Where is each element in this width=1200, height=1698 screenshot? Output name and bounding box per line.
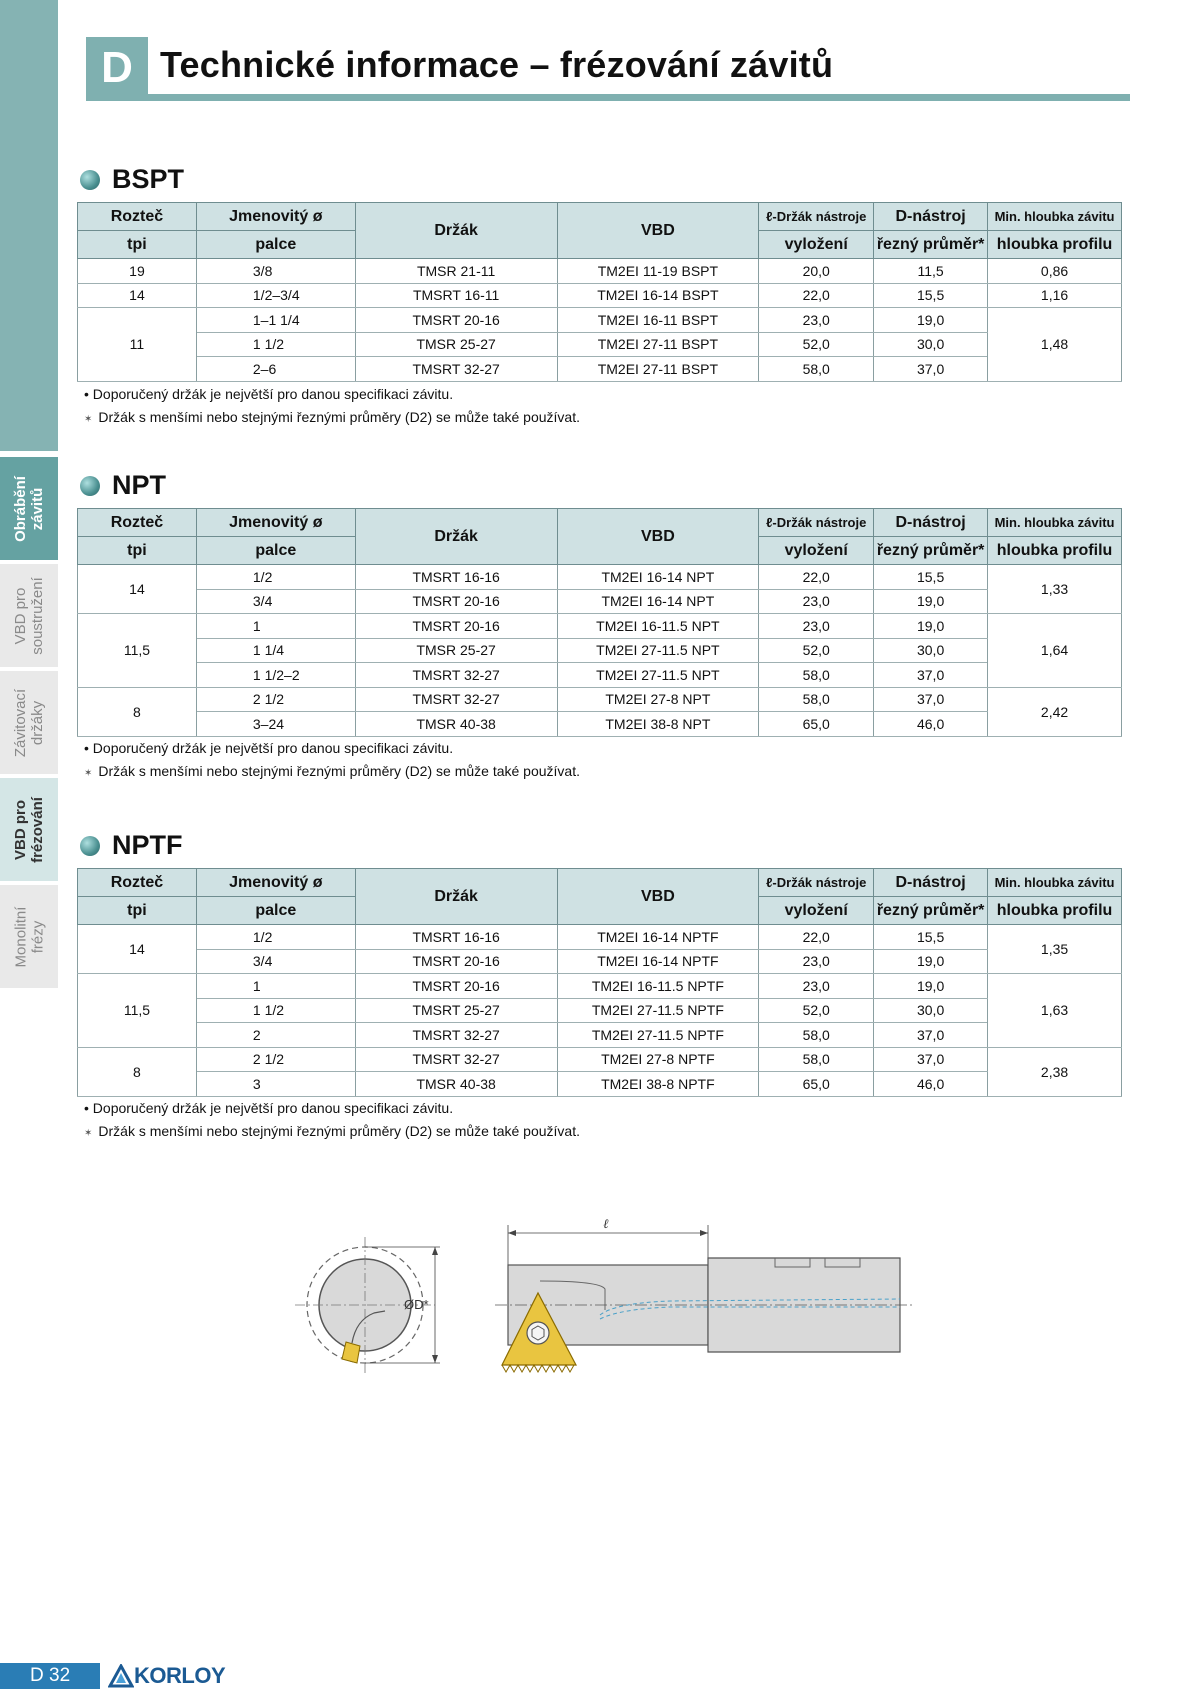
- table-row: [78, 1072, 1122, 1097]
- cell-holder: TMSRT 32-27: [355, 687, 557, 712]
- cell-nominal: 3/8: [196, 259, 355, 284]
- cell-overhang: 20,0: [759, 259, 874, 284]
- cell-depth: 1,33: [988, 565, 1122, 614]
- front-view: [295, 1237, 440, 1373]
- col-header: ℓ-Držák nástroje: [759, 203, 874, 231]
- korloy-logo-icon: [108, 1664, 134, 1688]
- cell-diameter: 19,0: [874, 308, 988, 333]
- cell-holder: TMSR 25-27: [355, 332, 557, 357]
- col-header: D-nástroj: [874, 203, 988, 231]
- cell-holder: TMSR 21-11: [355, 259, 557, 284]
- cell-insert: TM2EI 27-8 NPT: [557, 687, 759, 712]
- page-number: D 32: [0, 1663, 100, 1689]
- cell-holder: TMSR 40-38: [355, 1072, 557, 1097]
- note-line: • Doporučený držák je největší pro danou specifikaci závitu.: [84, 386, 454, 402]
- sidebar-tab-milling-inserts[interactable]: [0, 778, 58, 881]
- cell-nominal: 1/2–3/4: [196, 283, 355, 308]
- table-row: [78, 283, 1122, 308]
- cell-depth: 1,35: [988, 925, 1122, 974]
- col-header: ℓ-Držák nástroje: [759, 509, 874, 537]
- col-subheader: řezný průměr*: [874, 537, 988, 565]
- col-header: Rozteč: [78, 203, 197, 231]
- cell-nominal: 1 1/2: [196, 332, 355, 357]
- cell-overhang: 22,0: [759, 925, 874, 950]
- cell-depth: 0,86: [988, 259, 1122, 284]
- sidebar-tab-label: frézy: [29, 920, 46, 953]
- cell-holder: TMSRT 20-16: [355, 949, 557, 974]
- cell-holder: TMSRT 20-16: [355, 589, 557, 614]
- col-subheader: palce: [196, 537, 355, 565]
- table-row: [78, 998, 1122, 1023]
- cell-insert: TM2EI 27-11.5 NPT: [557, 638, 759, 663]
- cell-diameter: 46,0: [874, 1072, 988, 1097]
- header-rule: [86, 94, 1130, 101]
- cell-tpi: 14: [78, 925, 197, 974]
- diameter-label: ØD*: [404, 1297, 429, 1312]
- cell-overhang: 58,0: [759, 1023, 874, 1048]
- notes-nptf: [84, 1097, 580, 1145]
- cell-diameter: 30,0: [874, 998, 988, 1023]
- table-row: [78, 712, 1122, 737]
- cell-diameter: 11,5: [874, 259, 988, 284]
- cell-diameter: 37,0: [874, 1023, 988, 1048]
- table-row: [78, 357, 1122, 382]
- cell-insert: TM2EI 16-14 NPT: [557, 589, 759, 614]
- section-title-text: BSPT: [112, 164, 185, 194]
- chapter-badge: D: [86, 37, 148, 99]
- col-subheader: hloubka profilu: [988, 231, 1122, 259]
- cell-tpi: 14: [78, 283, 197, 308]
- cell-overhang: 22,0: [759, 283, 874, 308]
- cell-nominal: 1/2: [196, 565, 355, 590]
- cell-diameter: 19,0: [874, 614, 988, 639]
- col-header: VBD: [557, 203, 759, 259]
- cell-overhang: 58,0: [759, 663, 874, 688]
- brand-logo: [108, 1663, 225, 1689]
- notes-bspt: [84, 383, 580, 431]
- sidebar-tab-turning-inserts[interactable]: [0, 564, 58, 667]
- asterisk-icon: ✶: [84, 1128, 93, 1139]
- col-subheader: vyložení: [759, 231, 874, 259]
- col-subheader: palce: [196, 897, 355, 925]
- note-text: Držák s menšími nebo stejnými řeznými průměry (D2) se může také používat.: [98, 763, 580, 779]
- asterisk-icon: ✶: [84, 414, 93, 425]
- cell-overhang: 23,0: [759, 949, 874, 974]
- note-text: Držák s menšími nebo stejnými řeznými průměry (D2) se může také používat.: [98, 1123, 580, 1139]
- cell-nominal: 1: [196, 974, 355, 999]
- cell-insert: TM2EI 11-19 BSPT: [557, 259, 759, 284]
- table-row: [78, 259, 1122, 284]
- col-header: D-nástroj: [874, 869, 988, 897]
- note-line: [84, 760, 580, 785]
- col-subheader: hloubka profilu: [988, 897, 1122, 925]
- cell-depth: 1,63: [988, 974, 1122, 1048]
- cell-insert: TM2EI 27-11.5 NPTF: [557, 998, 759, 1023]
- cell-holder: TMSRT 32-27: [355, 1023, 557, 1048]
- col-header: Jmenovitý ø: [196, 509, 355, 537]
- table-row: [78, 687, 1122, 712]
- cell-overhang: 58,0: [759, 1047, 874, 1072]
- cell-diameter: 30,0: [874, 332, 988, 357]
- bullet-icon: [80, 170, 100, 190]
- cell-diameter: 37,0: [874, 663, 988, 688]
- cell-nominal: 1–1 1/4: [196, 308, 355, 333]
- cell-insert: TM2EI 27-11 BSPT: [557, 332, 759, 357]
- sidebar-tab-label: Obrábění: [12, 475, 30, 542]
- cell-overhang: 58,0: [759, 357, 874, 382]
- table-row: [78, 949, 1122, 974]
- sidebar-tab-solid-mills[interactable]: [0, 885, 58, 988]
- section-title-nptf: [80, 830, 183, 861]
- col-header: Jmenovitý ø: [196, 869, 355, 897]
- col-header: Držák: [355, 203, 557, 259]
- col-subheader: vyložení: [759, 537, 874, 565]
- bullet-icon: [80, 476, 100, 496]
- cell-diameter: 30,0: [874, 638, 988, 663]
- cell-tpi: 11,5: [78, 614, 197, 688]
- sidebar-tab-label: Závitovací: [12, 688, 30, 757]
- cell-overhang: 23,0: [759, 974, 874, 999]
- cell-holder: TMSR 25-27: [355, 638, 557, 663]
- brand-logo-text: KORLOY: [134, 1663, 226, 1688]
- sidebar-tab-threading[interactable]: [0, 457, 58, 560]
- cell-tpi: 11: [78, 308, 197, 382]
- cell-depth: 1,48: [988, 308, 1122, 382]
- table-row: [78, 663, 1122, 688]
- cell-overhang: 65,0: [759, 712, 874, 737]
- col-header: Rozteč: [78, 869, 197, 897]
- asterisk-icon: ✶: [84, 768, 93, 779]
- cell-holder: TMSRT 32-27: [355, 1047, 557, 1072]
- cell-holder: TMSRT 20-16: [355, 974, 557, 999]
- cell-insert: TM2EI 38-8 NPT: [557, 712, 759, 737]
- cell-nominal: 1: [196, 614, 355, 639]
- col-subheader: tpi: [78, 231, 197, 259]
- cell-overhang: 65,0: [759, 1072, 874, 1097]
- cell-nominal: 2–6: [196, 357, 355, 382]
- col-subheader: hloubka profilu: [988, 537, 1122, 565]
- cell-nominal: 1 1/4: [196, 638, 355, 663]
- col-header: VBD: [557, 509, 759, 565]
- cell-nominal: 3/4: [196, 949, 355, 974]
- cell-nominal: 3–24: [196, 712, 355, 737]
- col-header: Jmenovitý ø: [196, 203, 355, 231]
- cell-overhang: 23,0: [759, 589, 874, 614]
- page-title: Technické informace – frézování závitů: [160, 44, 834, 85]
- table-bspt: [77, 202, 1122, 382]
- cell-overhang: 52,0: [759, 332, 874, 357]
- cell-insert: TM2EI 16-11.5 NPT: [557, 614, 759, 639]
- cell-nominal: 2 1/2: [196, 1047, 355, 1072]
- cell-tpi: 14: [78, 565, 197, 614]
- sidebar-tab-label: VBD pro: [12, 587, 30, 644]
- sidebar-tab-label: soustružení: [29, 576, 47, 655]
- cell-overhang: 23,0: [759, 308, 874, 333]
- note-line: • Doporučený držák je největší pro danou specifikaci závitu.: [84, 740, 454, 756]
- col-header: VBD: [557, 869, 759, 925]
- cell-holder: TMSRT 32-27: [355, 663, 557, 688]
- side-view: [495, 1216, 915, 1372]
- cell-insert: TM2EI 27-11 BSPT: [557, 357, 759, 382]
- cell-insert: TM2EI 16-14 NPT: [557, 565, 759, 590]
- cell-holder: TMSRT 16-11: [355, 283, 557, 308]
- col-header: ℓ-Držák nástroje: [759, 869, 874, 897]
- cell-nominal: 1 1/2–2: [196, 663, 355, 688]
- cell-diameter: 15,5: [874, 565, 988, 590]
- tool-drawing: [270, 1215, 940, 1385]
- col-subheader: tpi: [78, 897, 197, 925]
- cell-insert: TM2EI 27-8 NPTF: [557, 1047, 759, 1072]
- cell-insert: TM2EI 16-14 BSPT: [557, 283, 759, 308]
- table-row: [78, 1023, 1122, 1048]
- table-npt: [77, 508, 1122, 737]
- cell-holder: TMSRT 32-27: [355, 357, 557, 382]
- section-title-text: NPT: [112, 470, 166, 500]
- table-row: [78, 332, 1122, 357]
- table-row: [78, 308, 1122, 333]
- cell-tpi: 11,5: [78, 974, 197, 1048]
- cell-nominal: 1 1/2: [196, 998, 355, 1023]
- sidebar-tab-label: držáky: [29, 700, 47, 745]
- notes-npt: [84, 737, 580, 785]
- cell-depth: 1,16: [988, 283, 1122, 308]
- sidebar-band: [0, 0, 58, 451]
- cell-diameter: 19,0: [874, 949, 988, 974]
- table-row: [78, 974, 1122, 999]
- cell-tpi: 8: [78, 1047, 197, 1096]
- cell-holder: TMSRT 25-27: [355, 998, 557, 1023]
- length-label: ℓ: [603, 1216, 609, 1231]
- cell-diameter: 19,0: [874, 974, 988, 999]
- table-row: [78, 1047, 1122, 1072]
- cell-holder: TMSRT 20-16: [355, 614, 557, 639]
- cell-tpi: 19: [78, 259, 197, 284]
- note-line: [84, 406, 580, 431]
- cell-holder: TMSR 40-38: [355, 712, 557, 737]
- col-header: Držák: [355, 869, 557, 925]
- table-row: [78, 638, 1122, 663]
- col-subheader: řezný průměr*: [874, 231, 988, 259]
- cell-diameter: 37,0: [874, 1047, 988, 1072]
- cell-overhang: 52,0: [759, 998, 874, 1023]
- section-title-bspt: [80, 164, 184, 195]
- cell-insert: TM2EI 16-11 BSPT: [557, 308, 759, 333]
- sidebar-tab-label: VBD pro: [12, 799, 30, 860]
- sidebar-tab-label: frézování: [29, 796, 47, 863]
- cell-holder: TMSRT 16-16: [355, 925, 557, 950]
- cell-overhang: 23,0: [759, 614, 874, 639]
- cell-diameter: 19,0: [874, 589, 988, 614]
- col-subheader: palce: [196, 231, 355, 259]
- sidebar-tab-label: Monolitní: [12, 906, 29, 967]
- table-nptf: [77, 868, 1122, 1097]
- table-row: [78, 565, 1122, 590]
- cell-diameter: 15,5: [874, 925, 988, 950]
- col-subheader: tpi: [78, 537, 197, 565]
- cell-diameter: 37,0: [874, 357, 988, 382]
- cell-nominal: 1/2: [196, 925, 355, 950]
- cell-insert: TM2EI 38-8 NPTF: [557, 1072, 759, 1097]
- cell-overhang: 58,0: [759, 687, 874, 712]
- cell-overhang: 52,0: [759, 638, 874, 663]
- col-subheader: řezný průměr*: [874, 897, 988, 925]
- cell-insert: TM2EI 27-11.5 NPT: [557, 663, 759, 688]
- cell-diameter: 15,5: [874, 283, 988, 308]
- cell-overhang: 22,0: [759, 565, 874, 590]
- note-text: Držák s menšími nebo stejnými řeznými průměry (D2) se může také používat.: [98, 409, 580, 425]
- col-header: Rozteč: [78, 509, 197, 537]
- cell-depth: 1,64: [988, 614, 1122, 688]
- col-header: Min. hloubka závitu: [988, 203, 1122, 231]
- cell-nominal: 2 1/2: [196, 687, 355, 712]
- sidebar-tab-threading-holders[interactable]: [0, 671, 58, 774]
- cell-insert: TM2EI 16-14 NPTF: [557, 949, 759, 974]
- sidebar-tab-label: závitů: [29, 487, 47, 530]
- section-title-text: NPTF: [112, 830, 183, 860]
- cell-insert: TM2EI 27-11.5 NPTF: [557, 1023, 759, 1048]
- cell-nominal: 3/4: [196, 589, 355, 614]
- col-header: D-nástroj: [874, 509, 988, 537]
- col-header: Min. hloubka závitu: [988, 509, 1122, 537]
- col-header: Držák: [355, 509, 557, 565]
- cell-nominal: 3: [196, 1072, 355, 1097]
- note-line: • Doporučený držák je největší pro danou specifikaci závitu.: [84, 1100, 454, 1116]
- cell-depth: 2,42: [988, 687, 1122, 736]
- bullet-icon: [80, 836, 100, 856]
- cell-diameter: 37,0: [874, 687, 988, 712]
- cell-holder: TMSRT 16-16: [355, 565, 557, 590]
- table-row: [78, 589, 1122, 614]
- cell-nominal: 2: [196, 1023, 355, 1048]
- col-header: Min. hloubka závitu: [988, 869, 1122, 897]
- col-subheader: vyložení: [759, 897, 874, 925]
- cell-insert: TM2EI 16-14 NPTF: [557, 925, 759, 950]
- cell-diameter: 46,0: [874, 712, 988, 737]
- section-title-npt: [80, 470, 166, 501]
- table-row: [78, 614, 1122, 639]
- note-line: [84, 1120, 580, 1145]
- cell-insert: TM2EI 16-11.5 NPTF: [557, 974, 759, 999]
- cell-holder: TMSRT 20-16: [355, 308, 557, 333]
- cell-tpi: 8: [78, 687, 197, 736]
- cell-depth: 2,38: [988, 1047, 1122, 1096]
- table-row: [78, 925, 1122, 950]
